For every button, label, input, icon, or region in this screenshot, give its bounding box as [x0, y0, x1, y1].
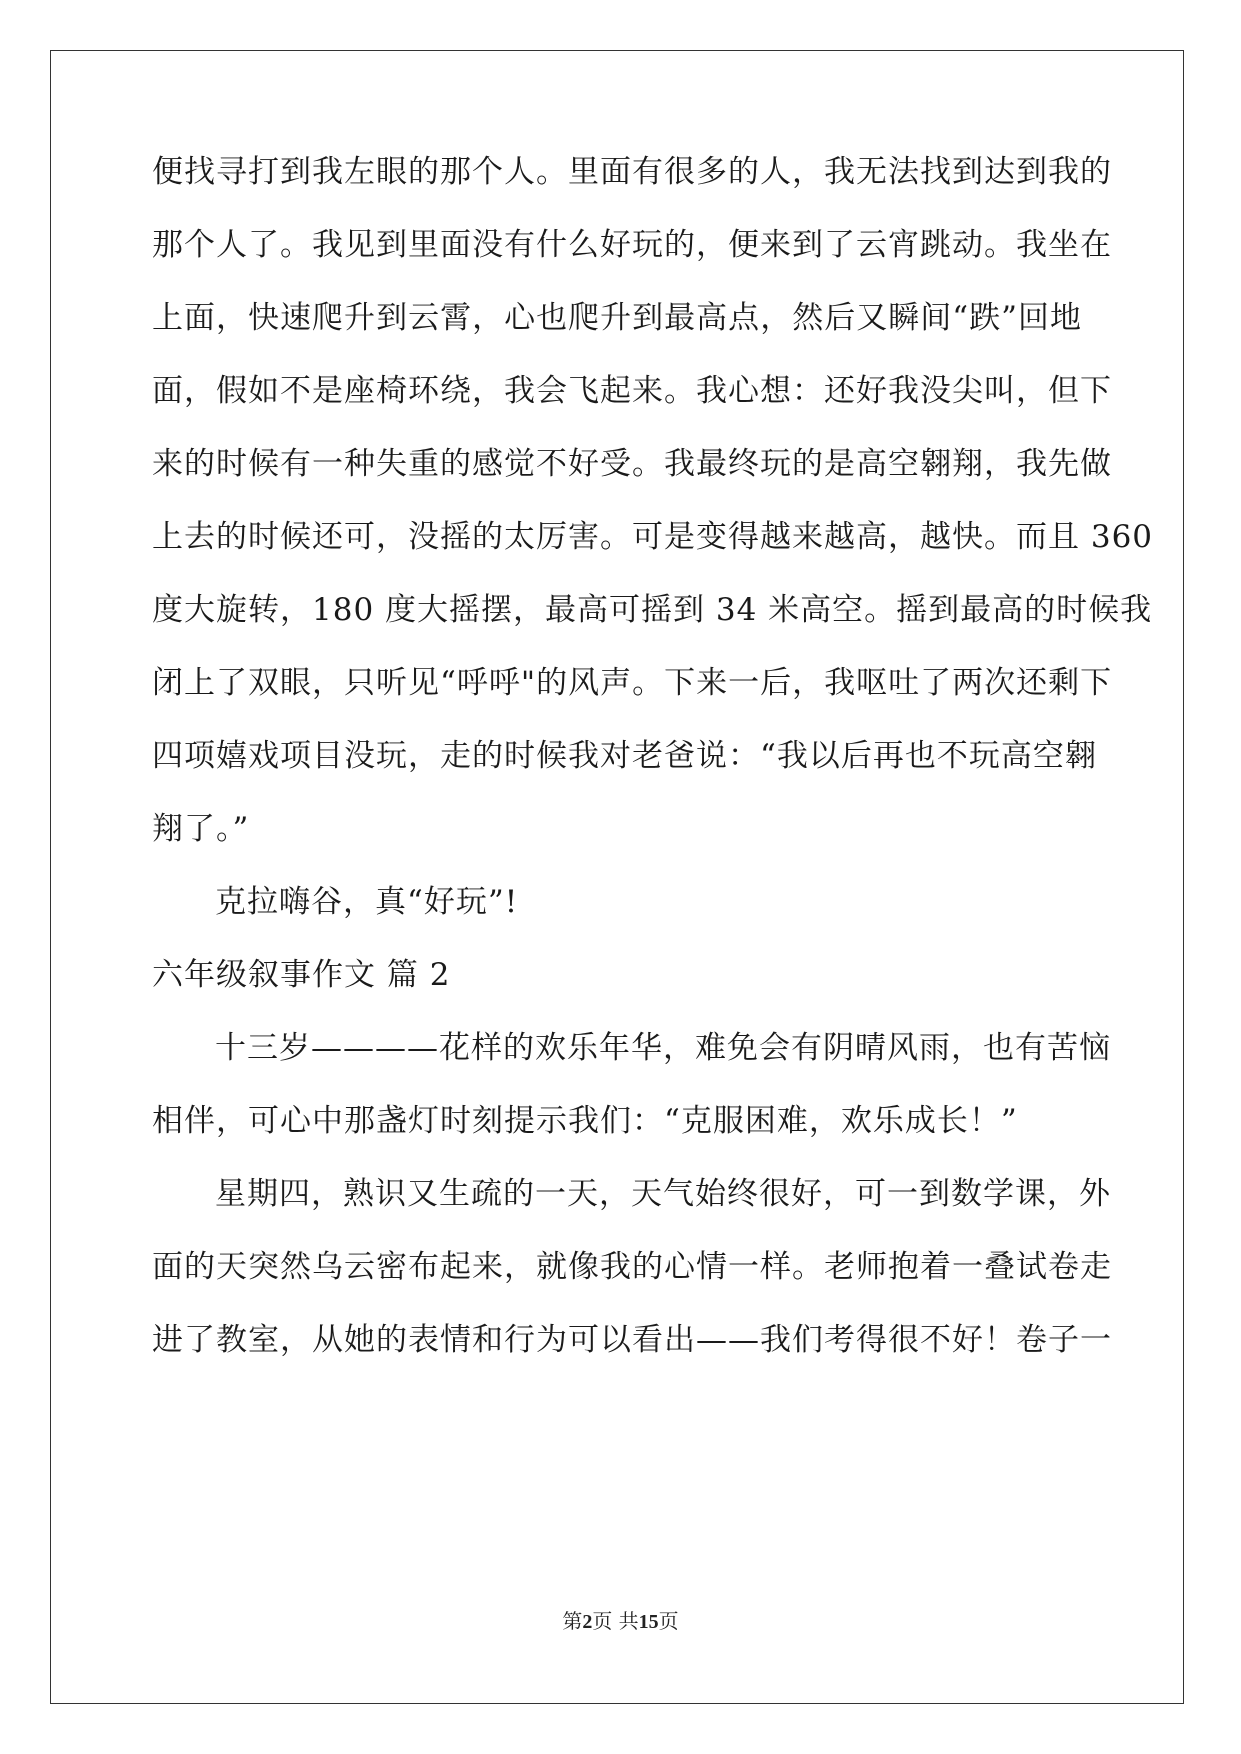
text-line: 翔了。” — [152, 811, 250, 847]
text-line: 面，假如不是座椅环绕，我会飞起来。我心想：还好我没尖叫，但下 — [152, 373, 1112, 409]
text-line: 四项嬉戏项目没玩，走的时候我对老爸说：“我以后再也不玩高空翱 — [152, 738, 1097, 774]
text-line: 那个人了。我见到里面没有什么好玩的，便来到了云宵跳动。我坐在 — [152, 227, 1112, 263]
footer-suffix: 页 — [658, 1609, 679, 1633]
text-line: 来的时候有一种失重的感觉不好受。我最终玩的是高空翱翔，我先做 — [152, 446, 1112, 482]
text-line: 闭上了双眼，只听见“呼呼"的风声。下来一后，我呕吐了两次还剩下 — [152, 665, 1113, 701]
text-line: 上去的时候还可，没摇的太厉害。可是变得越来越高，越快。而且 360 — [152, 519, 1154, 555]
text-line: 便找寻打到我左眼的那个人。里面有很多的人，我无法找到达到我的 — [152, 154, 1112, 190]
footer-prefix: 第 — [562, 1609, 583, 1633]
footer-mid: 页 共 — [592, 1609, 639, 1633]
text-line: 度大旋转，180 度大摇摆，最高可摇到 34 米高空。摇到最高的时候我 — [152, 592, 1153, 628]
section-heading: 六年级叙事作文 篇 2 — [152, 957, 451, 993]
page-number-footer — [0, 1608, 1241, 1635]
total-page-count: 15 — [638, 1611, 659, 1633]
text-line: 克拉嗨谷，真“好玩”! — [215, 884, 519, 920]
text-line: 星期四，熟识又生疏的一天，天气始终很好，可一到数学课，外 — [215, 1176, 1111, 1212]
current-page-number: 2 — [582, 1611, 593, 1633]
text-line: 进了教室，从她的表情和行为可以看出——我们考得很不好！卷子一 — [152, 1322, 1112, 1358]
text-line: 面的天突然乌云密布起来，就像我的心情一样。老师抱着一叠试卷走 — [152, 1249, 1112, 1285]
text-line: 十三岁————花样的欢乐年华，难免会有阴晴风雨，也有苦恼 — [215, 1030, 1111, 1066]
text-line: 相伴，可心中那盏灯时刻提示我们：“克服困难，欢乐成长！” — [152, 1103, 1018, 1139]
text-line: 上面，快速爬升到云霄，心也爬升到最高点，然后又瞬间“跌”回地 — [152, 300, 1082, 336]
